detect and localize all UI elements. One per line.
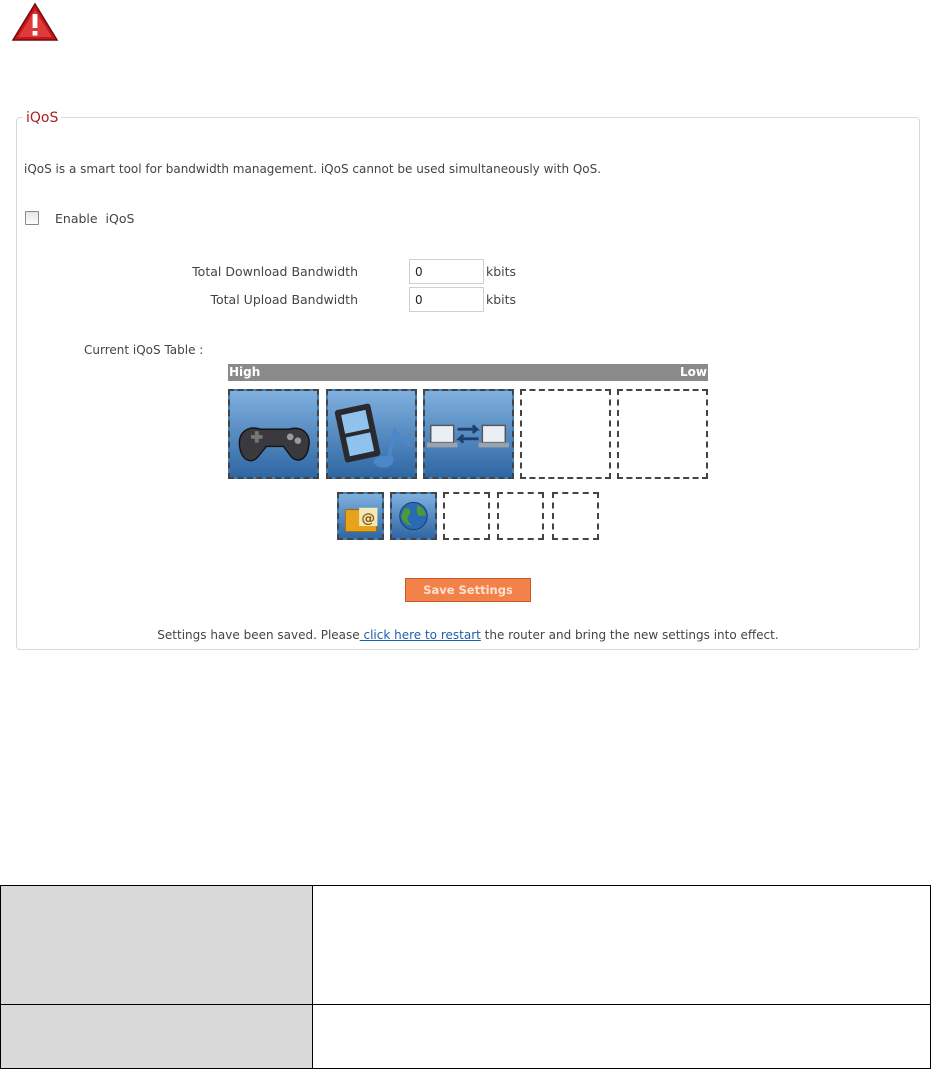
restart-link[interactable]: click here to restart bbox=[359, 628, 481, 642]
web-globe-icon bbox=[392, 494, 435, 538]
table-row bbox=[1, 886, 931, 1005]
game-controller-icon bbox=[230, 391, 317, 477]
download-bandwidth-input[interactable] bbox=[409, 259, 484, 284]
service-slot-2[interactable] bbox=[390, 492, 437, 540]
upload-bandwidth-label: Total Upload Bandwidth bbox=[210, 292, 358, 307]
iqos-panel bbox=[16, 110, 920, 650]
download-bandwidth-label: Total Download Bandwidth bbox=[192, 264, 358, 279]
table-row bbox=[1, 1005, 931, 1069]
priority-slot-4[interactable] bbox=[520, 389, 611, 479]
status-text-before: Settings have been saved. Please bbox=[157, 628, 360, 642]
priority-low-label: Low bbox=[680, 365, 707, 379]
parameter-table bbox=[0, 885, 931, 1069]
status-text-after: the router and bring the new settings into effect. bbox=[480, 628, 779, 642]
save-settings-button[interactable]: Save Settings bbox=[405, 578, 531, 602]
upload-bandwidth-input[interactable] bbox=[409, 287, 484, 312]
download-bandwidth-unit: kbits bbox=[486, 264, 517, 279]
priority-high-label: High bbox=[229, 365, 261, 379]
iqos-table-title: Current iQoS Table : bbox=[84, 343, 204, 357]
priority-slot-1[interactable] bbox=[228, 389, 319, 479]
service-slot-3[interactable] bbox=[443, 492, 490, 540]
table-cell-name bbox=[1, 1005, 313, 1069]
upload-bandwidth-unit: kbits bbox=[486, 292, 517, 307]
priority-slot-3[interactable] bbox=[423, 389, 514, 479]
enable-iqos-row bbox=[25, 210, 134, 226]
priority-slot-2[interactable] bbox=[326, 389, 417, 479]
enable-iqos-label: Enable iQoS bbox=[55, 210, 135, 226]
priority-bar bbox=[228, 364, 708, 381]
panel-description: iQoS is a smart tool for bandwidth management. iQoS cannot be used simultaneously with QoS. bbox=[24, 162, 602, 176]
email-icon bbox=[339, 494, 382, 538]
file-transfer-icon bbox=[425, 391, 512, 477]
warning-triangle-icon bbox=[11, 2, 59, 42]
svg-text:@: @ bbox=[361, 510, 376, 527]
panel-title: iQoS bbox=[23, 109, 61, 127]
service-slot-1[interactable] bbox=[337, 492, 384, 540]
service-slot-4[interactable] bbox=[497, 492, 544, 540]
priority-slot-5[interactable] bbox=[617, 389, 708, 479]
service-slot-5[interactable] bbox=[552, 492, 599, 540]
table-cell-description bbox=[313, 886, 931, 1005]
enable-iqos-checkbox[interactable] bbox=[25, 211, 39, 225]
video-film-icon bbox=[328, 391, 415, 477]
table-cell-name bbox=[1, 886, 313, 1005]
table-cell-description bbox=[313, 1005, 931, 1069]
save-status-message bbox=[17, 628, 919, 642]
